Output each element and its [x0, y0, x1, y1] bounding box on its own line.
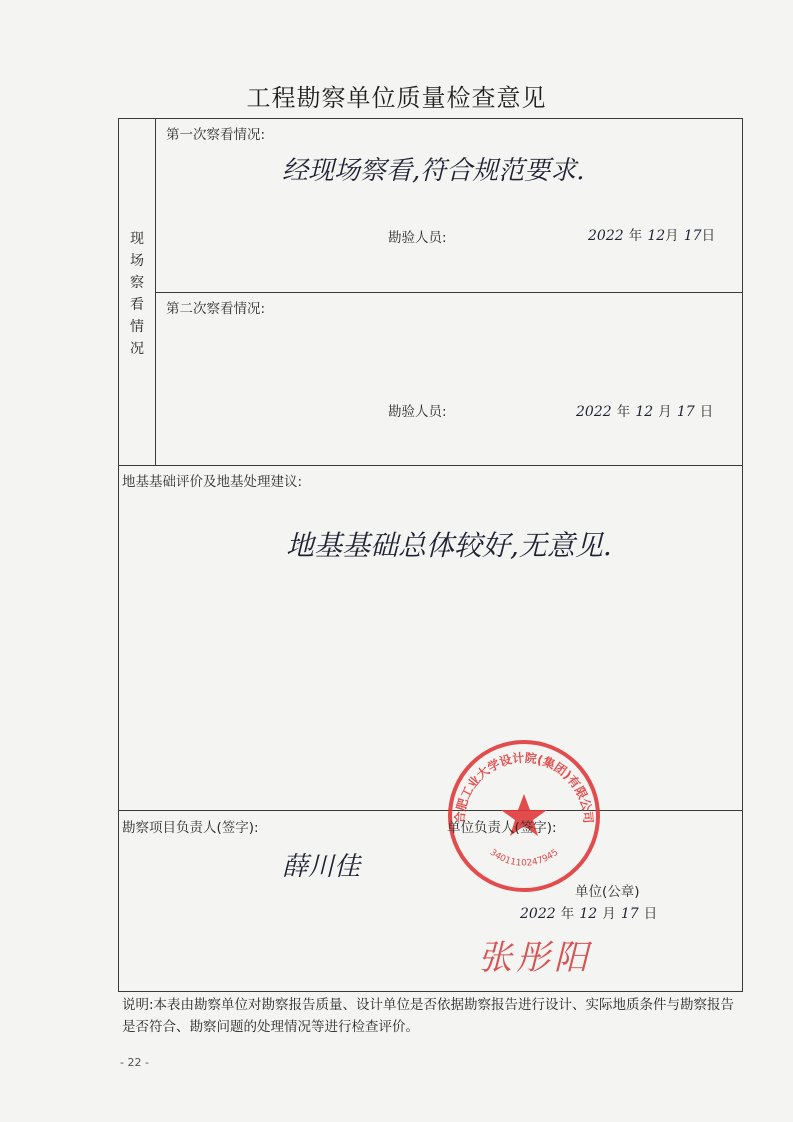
side-label-char: 情 — [130, 319, 144, 335]
side-label-char: 场 — [130, 253, 144, 269]
unit-lead-signature: 张彤阳 — [478, 938, 592, 978]
first-inspection-label: 第一次察看情况: — [166, 127, 266, 143]
date-day: 17 — [683, 228, 702, 244]
date-day-unit: 日 — [701, 228, 716, 244]
project-lead-signature: 薛川佳 — [282, 852, 361, 882]
side-label-char: 现 — [130, 231, 144, 247]
date-year-unit: 年 — [616, 404, 631, 420]
date-day: 17 — [620, 906, 639, 922]
first-inspector-label: 勘验人员: — [388, 230, 447, 246]
date-month: 12 — [635, 404, 654, 420]
date-month-unit: 月 — [602, 906, 616, 922]
date-month: 12 — [647, 228, 666, 244]
side-label-char: 况 — [130, 341, 144, 357]
row-divider-inspections — [155, 292, 743, 293]
table-border-bottom — [118, 991, 743, 992]
side-label-char: 看 — [130, 297, 144, 313]
date-day-unit: 日 — [699, 404, 714, 420]
first-inspection-handwriting: 经现场察看,符合规范要求. — [282, 156, 585, 186]
explanatory-note: 说明:本表由勘察单位对勘察报告质量、设计单位是否依据勘察报告进行设计、实际地质条件与勘察报告是否符合、勘察问题的处理情况等进行检查评价。 — [122, 997, 735, 1035]
svg-text:3401110247945 — [488, 848, 561, 869]
date-year-unit: 年 — [628, 228, 643, 244]
document-title: 工程勘察单位质量检查意见 — [246, 84, 547, 112]
first-inspection-date — [588, 224, 715, 244]
date-day-unit: 日 — [643, 906, 658, 922]
date-year: 2022 — [520, 906, 556, 922]
signature-date — [520, 902, 657, 922]
row-divider-signatures — [118, 810, 743, 811]
table-border-left — [118, 118, 119, 992]
date-year: 2022 — [576, 404, 612, 420]
table-border-top — [118, 118, 743, 119]
second-inspection-date — [576, 400, 713, 420]
seal-text: 合肥工业大学设计院(集团)有限公司 — [452, 750, 596, 824]
row-divider-foundation — [118, 465, 743, 466]
date-day: 17 — [676, 404, 695, 420]
unit-lead-label: 单位负责人(签字): — [447, 820, 557, 836]
foundation-evaluation-label: 地基基础评价及地基处理建议: — [122, 474, 303, 490]
date-month-unit: 月 — [658, 404, 672, 420]
seal-number: 3401110247945 — [487, 847, 561, 869]
date-month-unit: 月 — [665, 228, 679, 244]
foundation-evaluation-handwriting: 地基基础总体较好,无意见. — [286, 529, 612, 562]
date-year-unit: 年 — [560, 906, 575, 922]
side-label-char: 察 — [130, 275, 144, 291]
unit-seal-label: 单位(公章) — [575, 884, 640, 900]
site-inspection-side-label — [120, 228, 154, 360]
second-inspector-label: 勘验人员: — [388, 404, 447, 420]
project-lead-label: 勘察项目负责人(签字): — [122, 820, 259, 836]
second-inspection-label: 第二次察看情况: — [166, 301, 266, 317]
date-month: 12 — [579, 906, 598, 922]
date-year: 2022 — [588, 228, 624, 244]
table-border-right — [742, 118, 743, 992]
page-number: - 22 - — [120, 1056, 149, 1069]
